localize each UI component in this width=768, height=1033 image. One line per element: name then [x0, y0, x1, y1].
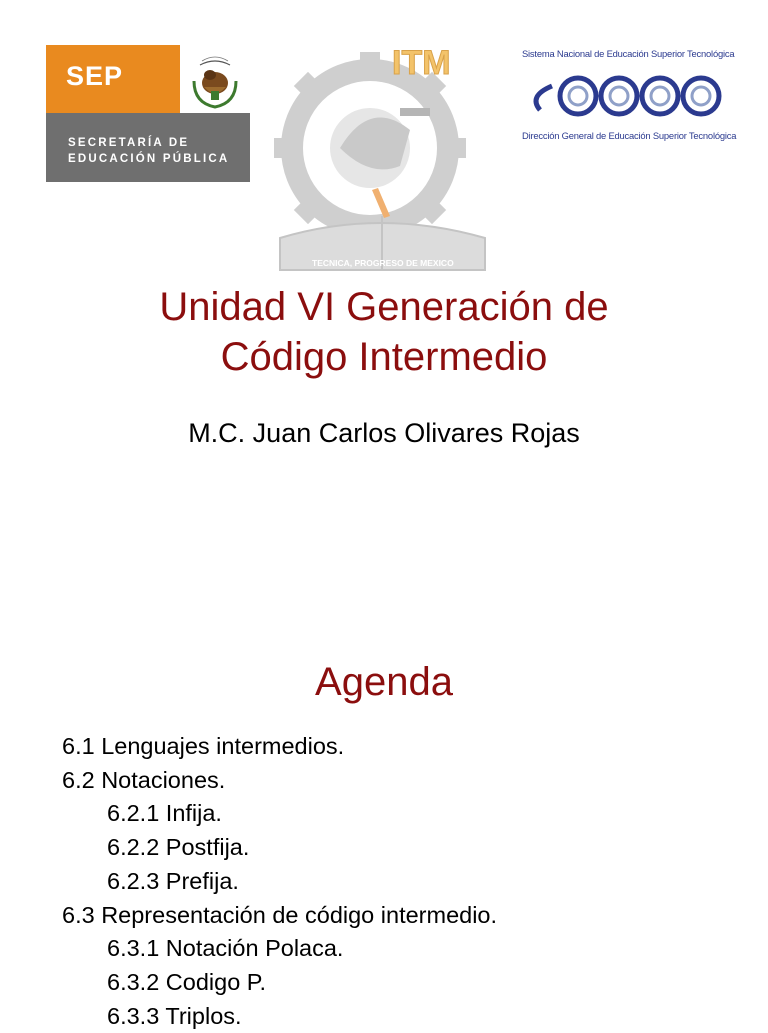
snest-logo [522, 48, 737, 144]
agenda-subitem: 6.3.3 Triplos. [107, 1002, 242, 1029]
agenda-subitem: 6.3.1 Notación Polaca. [107, 935, 344, 962]
snest-top-text: Sistema Nacional de Educación Superior Tecnológica [522, 48, 735, 59]
sep-logo [46, 45, 250, 182]
agenda-list [62, 730, 497, 1033]
agenda-subitem: 6.3.2 Codigo P. [107, 968, 266, 995]
agenda-item: 6.2 Notaciones. [62, 766, 226, 793]
itm-letters: ITM [392, 44, 451, 82]
agenda-subitem: 6.2.3 Prefija. [107, 867, 239, 894]
sep-acronym: SEP [66, 61, 124, 91]
slide-title-line1: Unidad VI Generación de [159, 285, 609, 329]
slide-title-line2: Código Intermedio [220, 335, 548, 379]
mexican-coat-of-arms-icon [180, 45, 250, 113]
agenda-title: Agenda [315, 660, 453, 704]
agenda-subitem: 6.2.1 Infija. [107, 800, 222, 827]
sep-line2: EDUCACIÓN PÚBLICA [68, 153, 230, 165]
itm-emblem [260, 38, 510, 273]
agenda-item: 6.1 Lenguajes intermedios. [62, 733, 345, 759]
itm-motto: TECNICA, PROGRESO DE MEXICO [312, 258, 454, 268]
agenda-subitem: 6.2.2 Postfija. [107, 834, 250, 861]
sep-line1: SECRETARÍA DE [68, 137, 190, 149]
agenda-item: 6.3 Representación de código intermedio. [62, 901, 498, 928]
author-name: M.C. Juan Carlos Olivares Rojas [188, 418, 580, 448]
snest-rings-icon [522, 68, 727, 124]
agenda-slide [0, 600, 768, 1029]
snest-bottom-text: Dirección General de Educación Superior Tecnológica [522, 130, 737, 141]
